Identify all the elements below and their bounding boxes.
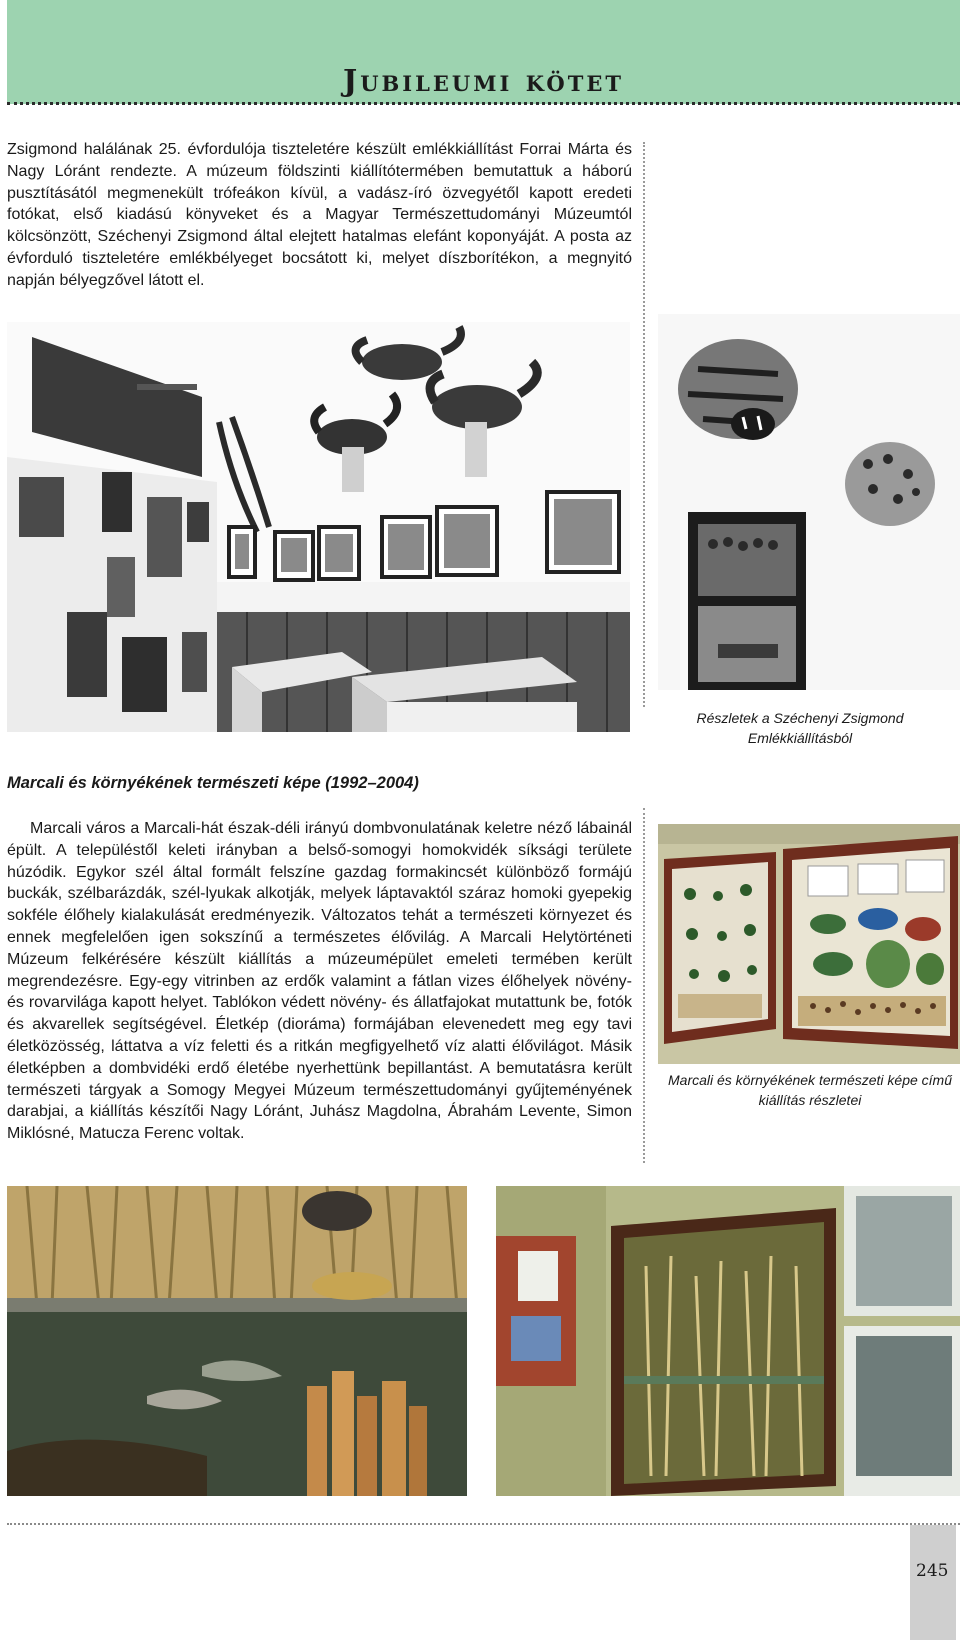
photo-caption-1: Részletek a Széchenyi Zsigmond Emlékkiállításból <box>696 710 904 746</box>
section-heading: Marcali és környékének természeti képe (1992–2004) <box>7 774 419 792</box>
page-number: 245 <box>916 1561 949 1581</box>
intro-paragraph: Zsigmond halálának 25. évfordulója tiszteletére készült emlékkiállítást Forrai Márta és Nagy Lóránt rendezte. A múzeum földszinti kiállítótermében bemutattuk a háború pusztításától megmenekült trófeákon kívül, a vadász-író özvegyétől kapott eredeti fotókat, első kiadású könyveket és a Magyar Természettudományi Múzeumtól kölcsönzött, Széchenyi Zsigmond által elejtett hatalmas elefánt koponyáját. A posta az évforduló tiszteletére emlékbélyeget bocsátott ki, melyet díszborítékon, a megnyitó napján bélyegzővel látott el. <box>7 141 632 289</box>
display-cases-photo <box>658 824 960 1064</box>
lake-diorama-photo <box>7 1186 467 1496</box>
footer-divider <box>7 1523 960 1525</box>
intro-text <box>7 139 632 292</box>
forest-diorama-photo <box>496 1186 960 1496</box>
header-band <box>7 0 960 104</box>
column-divider-top <box>643 142 645 707</box>
column-divider-bottom <box>643 808 645 1163</box>
section-text <box>7 818 632 1145</box>
photo-caption-2: Marcali és környékének természeti képe című kiállítás részletei <box>668 1072 952 1108</box>
header-divider <box>7 102 960 105</box>
running-title: Jubileumi kötet <box>343 64 624 99</box>
section-paragraph: Marcali város a Marcali-hát észak-déli irányú dombvonulatának keletre néző lábainál épült. A településtől keleti irányban a belső-somogyi homokvidék síksági területe húzódik. Egykor szél által formált felszíne gazdag formakincsét különböző formájú buckák, szélbarázdák, szél-lyukak alkotják, melyek láptavaktól száraz homoki gyepekig sokféle élőhely kialakulását eredményezik. Változatos tehát a természeti környezet és ennek megfelelően igen sokszínű a természetes élővilág. A Marcali Helytörténeti Múzeum felkérésére készült kiállítás a múzeumépület emeleti termében került megrendezésre. Egy-egy vitrinben az erdők valamint a fátlan vizes élőhelyek növény- és rovarvilága kapott helyet. Tablókon védett növény- és állatfajokat mutattunk be, fotók és akvarellek segítségével. Életkép (dioráma) formájában elevenedett meg egy tavi életközösség, láttatva a víz feletti és a ritkán megfigyelhető víz alatti élővilágot. Másik életképben a dombvidéki erdő életébe nyerhettünk bepillantást. A bemutatásra került természeti tárgyak a Somogy Megyei Múzeum természettudományi gyűjteményének darabjai, a kiállítás készítői Nagy Lóránt, Juhász Magdolna, Ábrahám Levente, Simon Miklósné, Matucza Ferenc voltak. <box>7 820 632 1143</box>
page-number-tab <box>910 1525 956 1640</box>
tiger-leopard-trophy-photo <box>658 314 960 690</box>
exhibition-room-photo <box>7 322 630 732</box>
